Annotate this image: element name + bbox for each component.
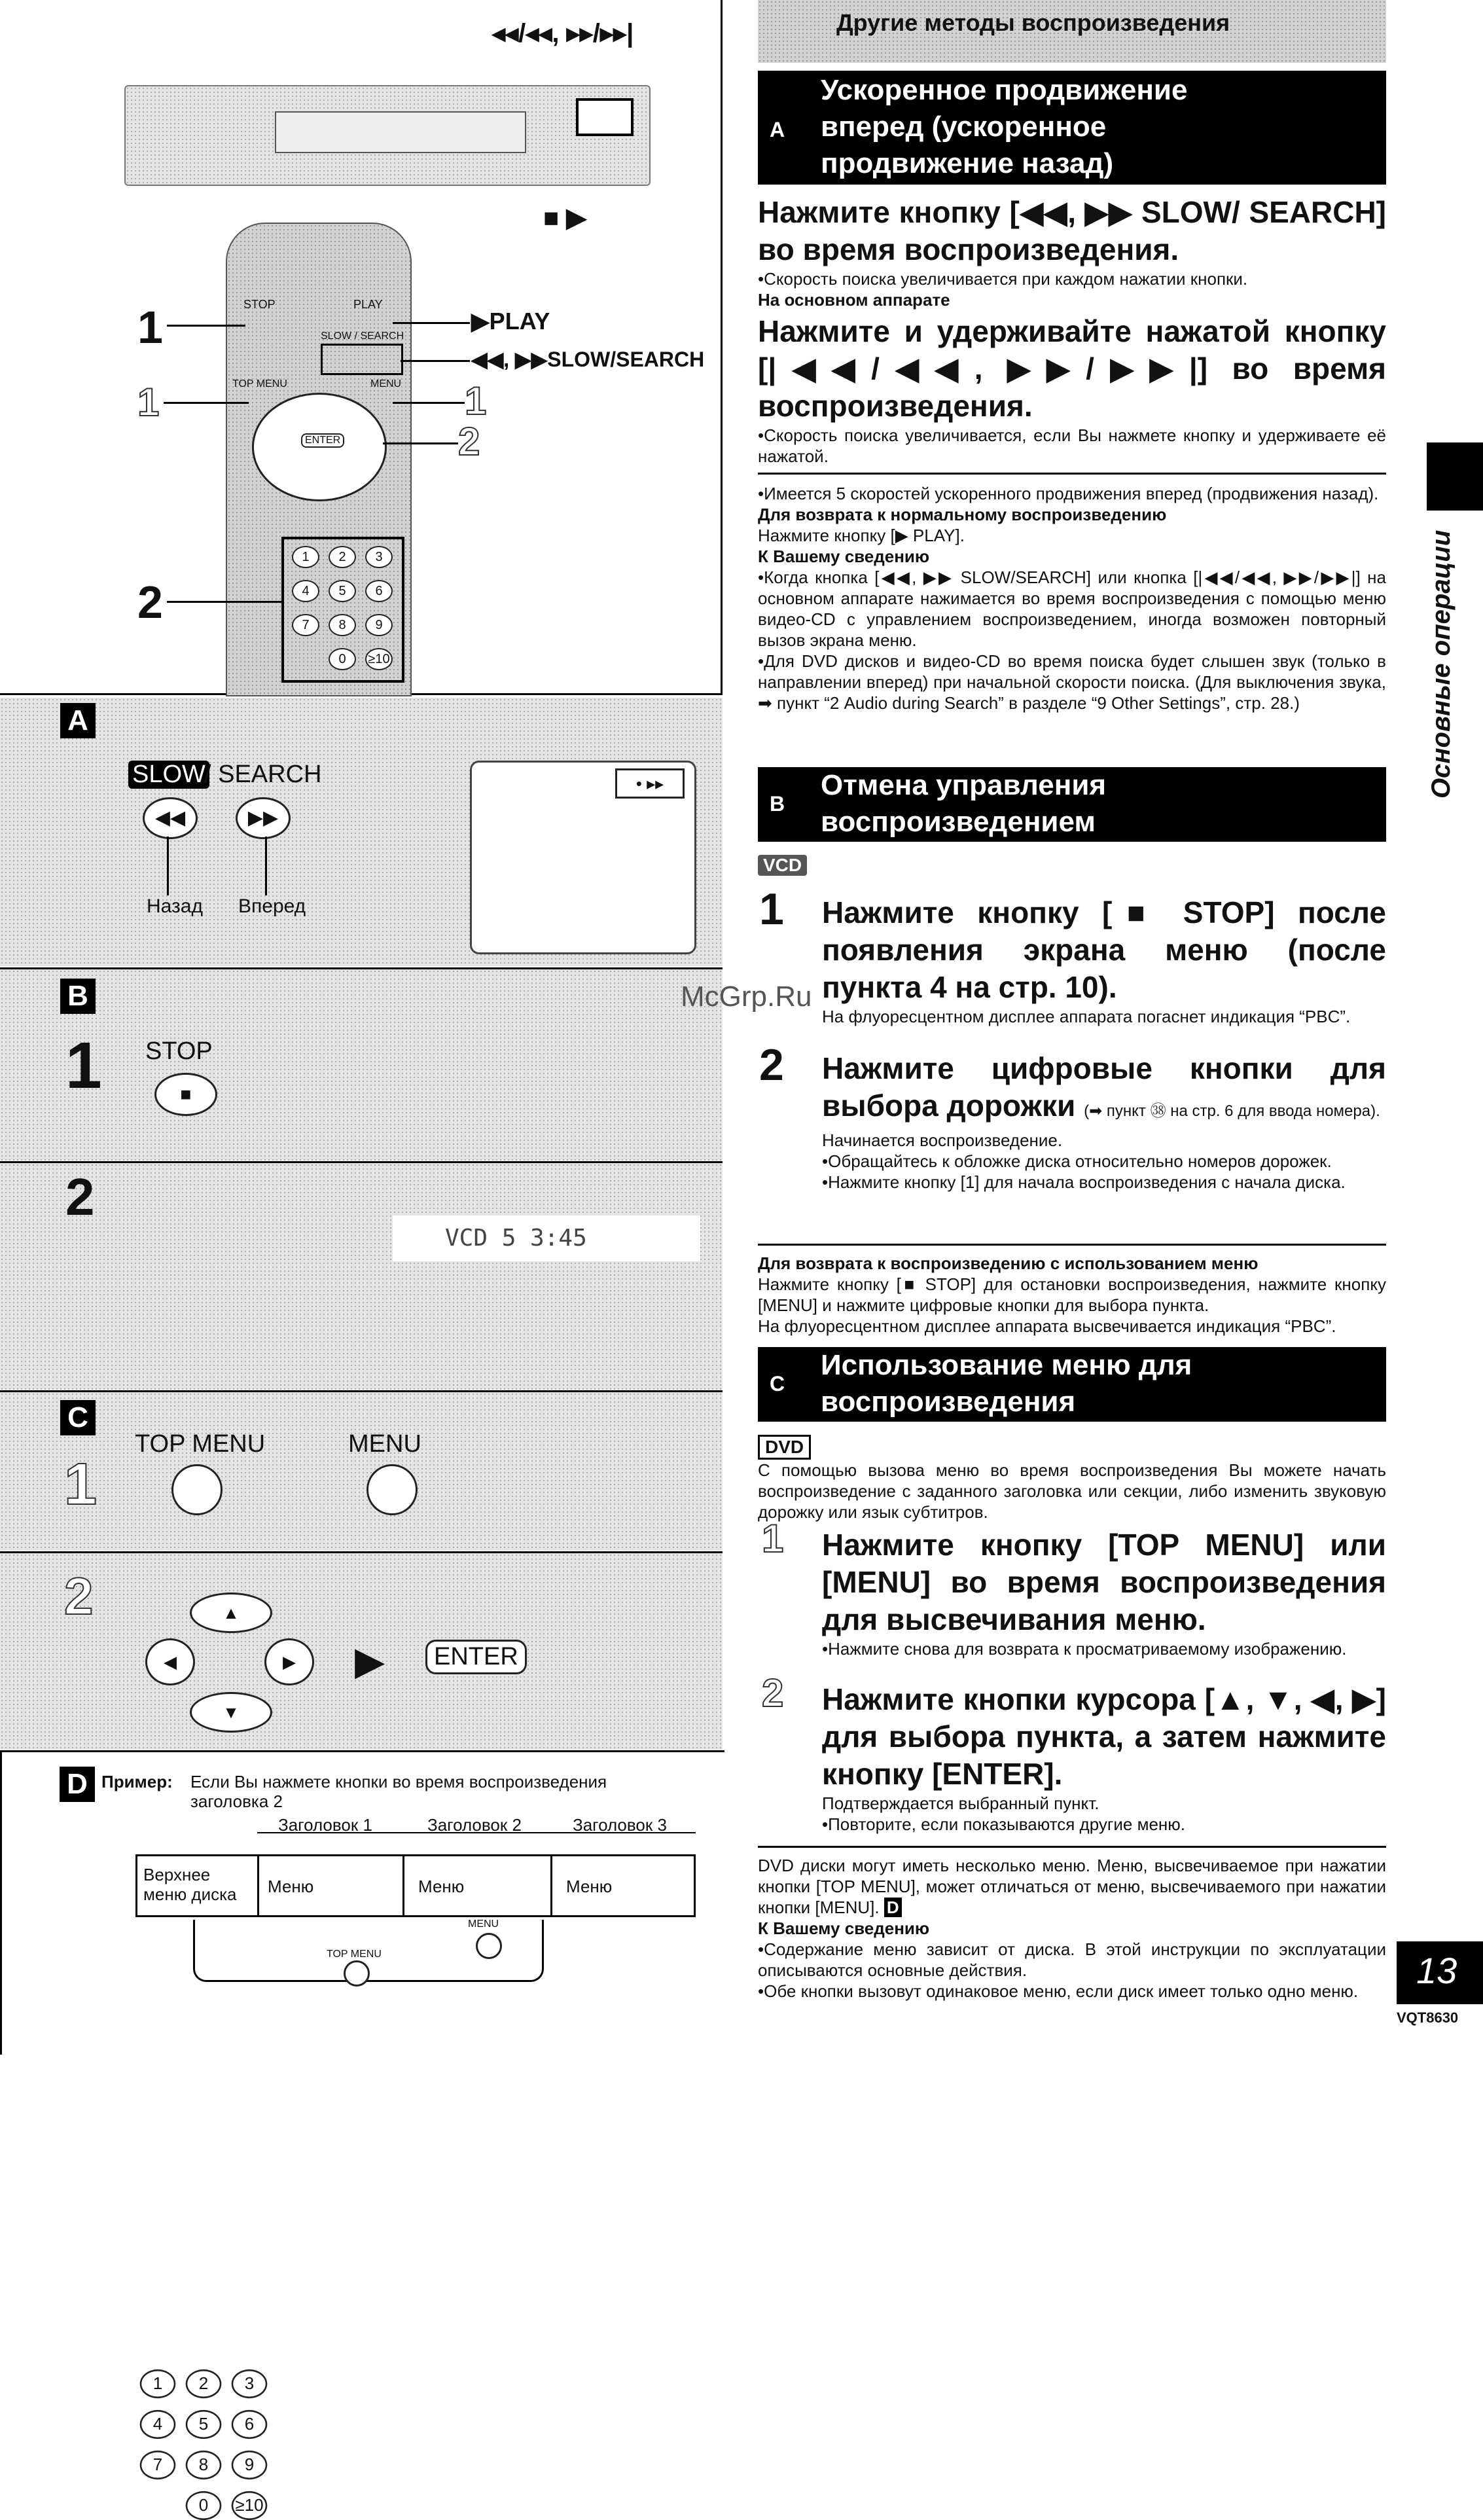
section-c-title-1: Использование меню для — [821, 1349, 1192, 1381]
callout-line — [393, 322, 470, 324]
enter-button: ENTER — [425, 1640, 527, 1674]
notice-heading: К Вашему сведению — [758, 547, 930, 566]
panel-c-step2 — [0, 1551, 723, 1750]
table-divider — [402, 1854, 404, 1917]
doc-code: VQT8630 — [1397, 2009, 1459, 2026]
section-a-note-2: •Скорость поиска увеличивается, если Вы нажмете кнопку и удерживаете её нажатой. — [758, 425, 1386, 466]
callout-line — [401, 360, 470, 362]
remote-numeric-key-3: 3 — [365, 546, 393, 568]
section-a-heading-1: Нажмите кнопку [◀◀, ▶▶ SLOW/ SEARCH] во время воспроизведения. — [758, 195, 1386, 266]
stop-button: ■ — [154, 1073, 217, 1116]
remote-numeric-key-6: 6 — [365, 580, 393, 602]
side-tab-marker — [1427, 442, 1483, 511]
remote-menu-key: MENU — [370, 378, 402, 389]
remote-slow-search-key: SLOW / SEARCH — [321, 331, 404, 342]
section-b-step1 — [822, 894, 1386, 1027]
notice-2: •Для DVD дисков и видео-CD во время поиска будет слышен звук (только в направлении вперед) при начальной скорости поиска. (Для выключения звука, ➡ пункт “2 Audio during Search” в разделе “9 Other Settings”, стр. 28.) — [758, 651, 1386, 713]
speeds-info: •Имеется 5 скоростей ускоренного продвижения вперед (продвижения назад). — [758, 484, 1379, 503]
remote-numeric-key-4: 4 — [292, 580, 319, 602]
example-label: Пример: — [101, 1772, 173, 1791]
callout-line — [164, 402, 249, 404]
forward-label: Вперед — [238, 895, 306, 917]
remote-numeric-key-8: 8 — [329, 614, 356, 636]
panel-b-numeric-key-2: 2 — [186, 2369, 222, 2398]
panel-b-numeric-key-10: 0 — [186, 2491, 222, 2520]
panel-b-numeric-key-5: 5 — [186, 2410, 222, 2439]
panel-b-numeric-key-8: 8 — [186, 2451, 222, 2479]
section-c-step2-note-1: Подтверждается выбранный пункт. — [822, 1793, 1099, 1813]
section-a-note-1: •Скорость поиска увеличивается при каждом нажатии кнопки. — [758, 269, 1248, 289]
panel-b-numeric-key-4: 4 — [140, 2410, 176, 2439]
menu-button-label: MENU — [468, 1918, 499, 1930]
section-b-return — [758, 1253, 1386, 1337]
section-c-info-text — [758, 1855, 1386, 1918]
section-c-step1-note: •Нажмите снова для возврата к просматриваемому изображению. — [822, 1639, 1347, 1659]
cursor-down-button: ▼ — [190, 1692, 272, 1733]
side-tab-label: Основные операции — [1427, 530, 1456, 799]
watermark: McGrp.Ru — [681, 981, 812, 1013]
section-b-step2-note-1: Начинается воспроизведение. — [822, 1130, 1063, 1150]
example-text: Если Вы нажмете кнопки во время воспроизведения заголовка 2 — [190, 1772, 607, 1811]
fast-forward-button: ▶▶ — [236, 797, 291, 839]
section-b-title-1: Отмена управления — [821, 769, 1107, 801]
table-divider — [257, 1854, 259, 1917]
section-c-info-body: DVD диски могут иметь несколько меню. Меню, высвечиваемое при нажатии кнопки [TOP MENU], может отличаться от меню, высвечиваемого при нажатии кнопки [MENU]. — [758, 1856, 1386, 1917]
section-b-header — [758, 767, 1386, 842]
page-number: 13 — [1416, 1950, 1457, 1991]
callout-1-right: 1 — [465, 379, 487, 423]
section-b-step2-num: 2 — [759, 1040, 784, 1090]
panel-a — [0, 698, 723, 966]
callout-line — [167, 837, 169, 895]
remote-numeric-key-10: 0 — [329, 648, 356, 670]
callout-line — [393, 402, 465, 404]
stop-label: STOP — [145, 1037, 213, 1065]
panel-d-letter: D — [60, 1767, 95, 1802]
remote-numeric-key-2: 2 — [329, 546, 356, 568]
section-b-step1-text: Нажмите кнопку [■ STOP] после появления экрана меню (после пункта 4 на стр. 10). — [822, 895, 1386, 1004]
panel-b-numeric-key-1: 1 — [140, 2369, 176, 2398]
page-title-bar — [758, 0, 1386, 63]
return-heading: Для возврата к нормальному воспроизведению — [758, 505, 1167, 524]
remote-enter-key: ENTER — [301, 433, 344, 448]
table-divider — [550, 1854, 552, 1917]
section-b-step2-ref: (➡ пункт ㊳ на стр. 6 для ввода номера). — [1084, 1102, 1380, 1120]
callout-line — [167, 325, 245, 327]
panel-b-numeric-key-11: ≥10 — [232, 2491, 268, 2520]
section-a-heading-2: Нажмите и удерживайте нажатой кнопку [|◀◀/◀◀, ▶▶/▶▶|] во время воспроизведения. — [758, 314, 1386, 423]
callout-2-right: 2 — [458, 420, 480, 463]
panel-b-numeric-key-7: 7 — [140, 2451, 176, 2479]
section-b-return-heading: Для возврата к воспроизведению с использованием меню — [758, 1253, 1259, 1273]
device-display — [275, 111, 526, 153]
remote-numeric-key-7: 7 — [292, 614, 319, 636]
page-title: Другие методы воспроизведения — [836, 9, 1230, 36]
section-c-info — [758, 1855, 1386, 2002]
panel-c-step1 — [0, 1390, 723, 1551]
column-title-3: Заголовок 3 — [573, 1815, 667, 1835]
notice-1: •Когда кнопка [◀◀, ▶▶ SLOW/SEARCH] или кнопка [|◀◀/◀◀, ▶▶/▶▶|] на основном аппарате нажимается во время воспроизведения с помощью меню видео-CD с управлением воспроизведением, иногда возможен повторный вызов экрана меню. — [758, 567, 1386, 650]
section-a-info — [758, 483, 1386, 713]
section-a-body — [758, 194, 1386, 467]
remote-numeric-key-1: 1 — [292, 546, 319, 568]
top-menu-button-label: TOP MENU — [327, 1949, 382, 1960]
section-c-step1-num: 1 — [762, 1517, 784, 1560]
panel-b-numeric-key-6: 6 — [232, 2410, 268, 2439]
column-title-1: Заголовок 1 — [278, 1815, 372, 1835]
callout-2-left: 2 — [137, 577, 163, 628]
search-buttons-label: ◂◂/◂◂, ▸▸/▸▸| — [492, 19, 634, 48]
remote-numeric-key-9: 9 — [365, 614, 393, 636]
screen-icon: • ▸▸ — [615, 768, 685, 799]
remote-numeric-key-5: 5 — [329, 580, 356, 602]
info-d-badge: D — [884, 1898, 902, 1917]
panel-b-letter: B — [60, 979, 96, 1014]
section-c-notice-1: •Содержание меню зависит от диска. В этой инструкции по эксплуатации описываются основные действия. — [758, 1939, 1386, 1980]
rewind-button: ◀◀ — [143, 797, 198, 839]
panel-a-letter: A — [60, 703, 96, 738]
cursor-up-button: ▲ — [190, 1593, 272, 1633]
main-unit-label: На основном аппарате — [758, 290, 950, 310]
panel-b-numeric-key-9: 9 — [232, 2451, 268, 2479]
menu-cell-1: Меню — [268, 1877, 314, 1896]
section-b-step2-text — [822, 1050, 1386, 1130]
top-menu-button — [171, 1464, 223, 1515]
divider — [758, 1244, 1386, 1246]
slow-label: SLOW — [128, 761, 209, 789]
section-a-letter: A — [770, 118, 785, 141]
callout-1-left-outline: 1 — [137, 380, 160, 424]
callout-line — [167, 601, 281, 603]
vcd-badge: VCD — [758, 855, 807, 876]
callout-1-left: 1 — [137, 302, 163, 353]
section-b-step1-num: 1 — [759, 884, 784, 934]
dvd-badge: DVD — [758, 1435, 811, 1460]
divider — [758, 1846, 1386, 1848]
section-b-step2-note-3: •Нажмите кнопку [1] для начала воспроизведения с начала диска. — [822, 1172, 1346, 1192]
section-b-step1-note: На флуоресцентном дисплее аппарата погаснет индикация “PBC”. — [822, 1007, 1351, 1026]
section-b-title-2: воспроизведением — [821, 806, 1096, 838]
remote-stop-key: STOP — [243, 298, 276, 311]
section-a-header — [758, 71, 1386, 185]
section-c-notice-2: •Обе кнопки вызовут одинаковое меню, если диск имеет только одно меню. — [758, 1981, 1359, 2001]
section-c-header — [758, 1347, 1386, 1422]
section-b-step2 — [822, 1050, 1386, 1193]
menu-button-small — [476, 1933, 502, 1959]
top-menu-button-small — [344, 1960, 370, 1987]
section-c-step2 — [822, 1681, 1386, 1835]
section-c-letter: C — [770, 1372, 785, 1395]
stop-play-marks: ■ ▶ — [543, 204, 587, 232]
device-buttons — [576, 98, 634, 136]
return-text: Нажмите кнопку [▶ PLAY]. — [758, 526, 965, 545]
top-menu-cell: Верхнее меню диска — [143, 1865, 237, 1904]
fluorescent-display: VCD 5 3:45 — [393, 1215, 700, 1261]
section-c-step1 — [822, 1526, 1386, 1659]
panel-c-step2-num: 2 — [64, 1567, 94, 1625]
section-a-title-1: Ускоренное продвижение — [821, 74, 1188, 106]
top-menu-label: TOP MENU — [135, 1430, 266, 1458]
menu-cell-3: Меню — [566, 1877, 613, 1896]
section-a-title-3: продвижение назад) — [821, 147, 1114, 179]
section-b-return-text: Нажмите кнопку [■ STOP] для остановки воспроизведения, нажмите кнопку [MENU] и нажмите цифровые кнопки для выбора пункта. — [758, 1274, 1386, 1315]
section-c-title-2: воспроизведения — [821, 1386, 1076, 1418]
callout-line — [265, 837, 267, 895]
panel-c-step1-num: 1 — [64, 1452, 98, 1517]
menu-button — [366, 1464, 418, 1515]
section-c-step2-text: Нажмите кнопки курсора [▲, ▼, ◀, ▶] для выбора пункта, а затем нажмите кнопку [ENTER]. — [822, 1682, 1386, 1791]
section-b-return-text-2: На флуоресцентном дисплее аппарата высвечивается индикация “PBC”. — [758, 1316, 1336, 1336]
section-c-intro: С помощью вызова меню во время воспроизведения Вы можете начать воспроизведение с заданного заголовка или секции, либо изменить звуковую дорожку или язык субтитров. — [758, 1460, 1386, 1522]
remote-numeric-key-11: ≥10 — [365, 648, 393, 670]
callout-line — [383, 442, 458, 444]
panel-b-numeric-key-3: 3 — [232, 2369, 268, 2398]
remote-play-key: PLAY — [353, 298, 383, 311]
panel-d — [0, 1750, 724, 2055]
panel-b-step2-num: 2 — [65, 1168, 95, 1226]
section-c-notice-heading: К Вашему сведению — [758, 1918, 930, 1938]
divider — [758, 473, 1386, 475]
slow-search-label: ◀◀, ▶▶SLOW/SEARCH — [471, 348, 705, 371]
panel-b-step1 — [0, 967, 723, 1161]
panel-c-letter: C — [60, 1400, 96, 1435]
menu-label: MENU — [348, 1430, 421, 1458]
section-c-step2-note-2: •Повторите, если показываются другие меню. — [822, 1814, 1185, 1834]
section-b-letter: B — [770, 792, 785, 816]
section-a-title-2: вперед (ускоренное — [821, 111, 1107, 143]
section-b-step2-note-2: •Обращайтесь к обложке диска относительно номеров дорожек. — [822, 1151, 1332, 1171]
play-label: ▶PLAY — [471, 308, 550, 334]
back-label: Назад — [147, 895, 203, 917]
column-title-2: Заголовок 2 — [427, 1815, 522, 1835]
search-label: / SEARCH — [204, 761, 322, 788]
remote-diagram — [0, 0, 723, 695]
arrow-icon: ▶ — [355, 1639, 385, 1683]
section-c-step1-text: Нажмите кнопку [TOP MENU] или [MENU] во время воспроизведения для высвечивания меню. — [822, 1528, 1386, 1636]
section-b-step2-heading: Нажмите цифровые кнопки для выбора дорожки — [822, 1051, 1386, 1123]
cursor-left-button: ◀ — [145, 1638, 195, 1685]
cursor-right-button: ▶ — [264, 1638, 314, 1685]
section-c-step2-num: 2 — [762, 1671, 784, 1715]
remote-slow-search-box — [321, 344, 403, 375]
panel-b-step1-num: 1 — [65, 1029, 102, 1102]
menu-cell-2: Меню — [418, 1877, 465, 1896]
remote-top-menu-key: TOP MENU — [232, 378, 287, 389]
